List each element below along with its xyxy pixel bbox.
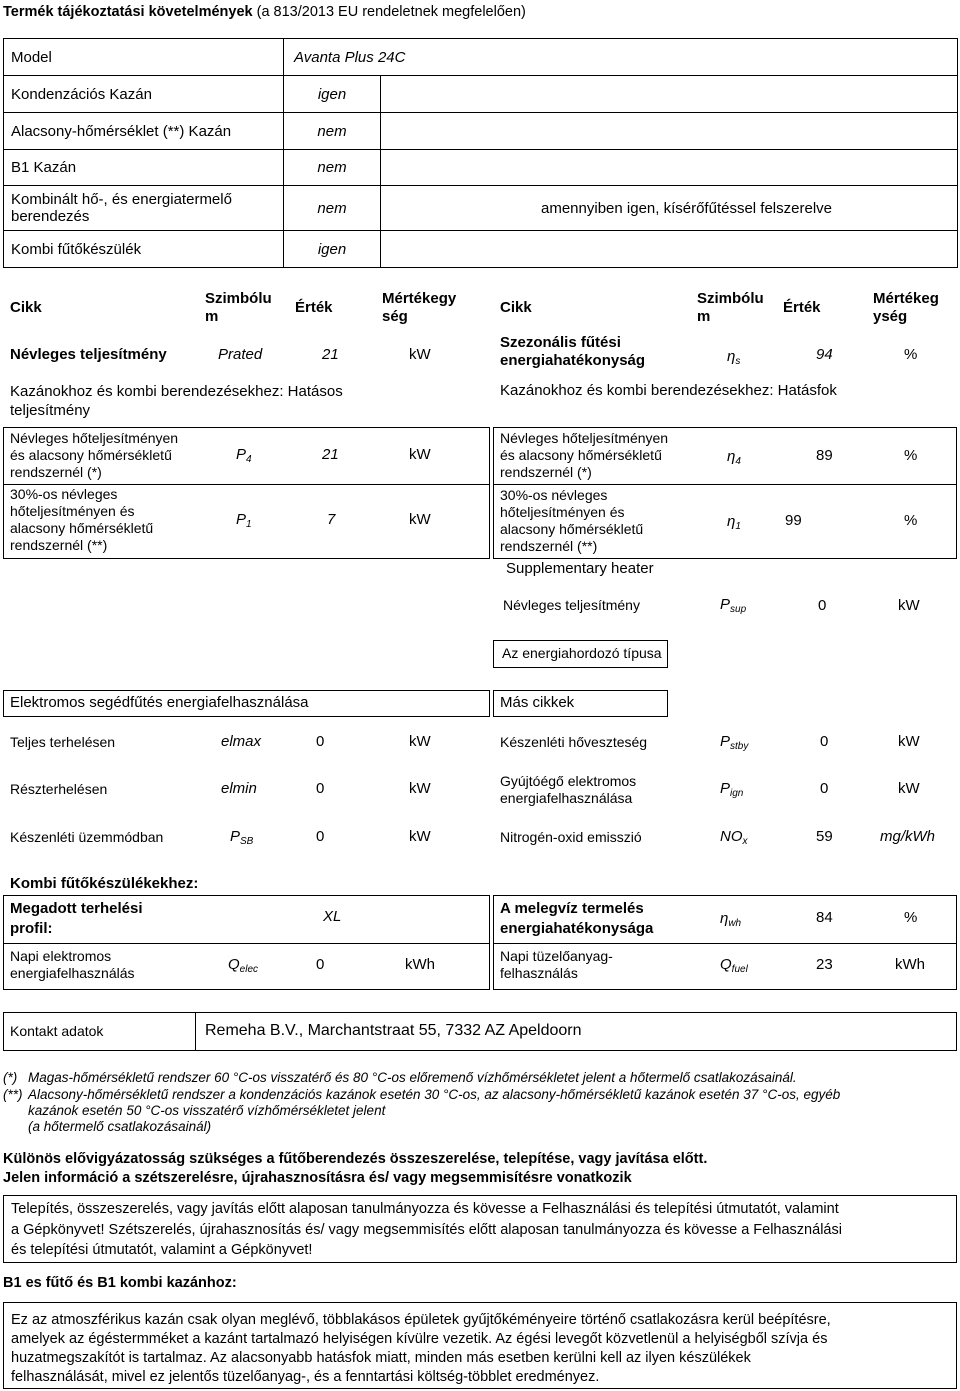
label-line: hőteljesítményen és: [10, 503, 135, 519]
other-row-unit: mg/kWh: [880, 828, 936, 845]
label-line: Megadott terhelési: [10, 900, 143, 917]
spec-row: [4, 113, 958, 150]
label-line: és alacsony hőmérsékletű: [500, 447, 662, 463]
label-line: Alacsony-hőmérséklet (**) Kazán: [11, 122, 232, 140]
symbol-base: P: [720, 596, 731, 613]
symbol-base: Q: [228, 956, 240, 973]
aux-row-label: Teljes terhelésen: [10, 734, 116, 750]
symbol-base: Prated: [218, 346, 263, 363]
spec-label: [4, 39, 284, 76]
other-row-unit: kW: [898, 733, 920, 750]
symbol-sub: 4: [246, 454, 252, 465]
symbol-base: η: [727, 348, 736, 365]
label-line: energiahatékonyság: [500, 352, 646, 369]
efficiency-row-unit: %: [904, 447, 918, 464]
label-line: energiafelhasználás: [10, 965, 135, 981]
aux-row-value: 0: [316, 780, 325, 797]
spec-note: [381, 150, 958, 186]
symbol-base: elmax: [221, 733, 262, 750]
label-line: Szimbólu: [205, 290, 272, 307]
row-divider: [3, 484, 490, 485]
symbol-sub: stby: [730, 741, 749, 752]
label-line: Gyújtóégő elektromos: [500, 773, 637, 789]
symbol-base: P: [720, 780, 731, 797]
symbol-sub: elec: [239, 964, 259, 975]
symbol-sub: ign: [730, 788, 744, 799]
label-line: Mértékeg: [873, 290, 939, 307]
paragraph-line: Ez az atmoszférikus kazán csak olyan meglévő, többlakásos épületek gyűjtőkéményeire történő csatlakozásra kerül beépítésre,: [11, 1312, 831, 1328]
aux-row-value: 0: [316, 733, 325, 750]
label-line: ség: [382, 308, 408, 325]
label-line: m: [205, 308, 219, 325]
left-header-item: Cikk: [10, 299, 42, 316]
label-line: rendszernél (**): [10, 537, 108, 553]
daily-elec-label: [10, 948, 135, 982]
rated-output-symbol: [218, 346, 262, 364]
footnote-mark: (*): [3, 1070, 18, 1085]
row-divider: [493, 943, 957, 944]
label-line: Kazánokhoz és kombi berendezésekhez: Hatásos: [10, 383, 343, 400]
symbol-base: elmin: [221, 780, 257, 797]
aux-row-label: Készenléti üzemmódban: [10, 829, 164, 845]
aux-row-symbol: [230, 828, 253, 846]
symbol-sub: 4: [735, 456, 741, 467]
label-line: kazánok esetén 50 °C-os visszatérő vízhőmérsékletet jelent: [28, 1103, 386, 1118]
rated-output-unit: kW: [409, 346, 431, 363]
symbol-sub: SB: [240, 836, 254, 847]
label-line: Készenléti hőveszteség: [500, 734, 648, 750]
output-row-unit: kW: [409, 511, 431, 528]
seasonal-efficiency-unit: %: [904, 346, 918, 363]
daily-elec-unit: kWh: [405, 956, 435, 973]
supplementary-heater-heading: Supplementary heater: [506, 560, 654, 577]
other-row-symbol: [720, 733, 748, 751]
water-heating-efficiency-unit: %: [904, 909, 918, 926]
spec-note: [381, 113, 958, 150]
supplementary-output-label: Névleges teljesítmény: [503, 597, 640, 613]
useful-output-heading: [10, 382, 343, 420]
other-heading: Más cikkek: [500, 694, 575, 711]
label-line: m: [697, 308, 711, 325]
efficiency-row-symbol: [727, 448, 741, 466]
label-line: Szezonális fűtési: [500, 334, 621, 351]
output-row-symbol: [236, 511, 252, 529]
other-row-value: 59: [816, 828, 833, 845]
energy-input-type-label: Az energiahordozó típusa: [502, 645, 662, 661]
symbol-base: P: [236, 511, 247, 528]
aux-row-value: 0: [316, 828, 325, 845]
title-regulation: (a 813/2013 EU rendeletnek megfelelően): [256, 4, 526, 20]
left-header-unit: [382, 290, 456, 326]
label-line: Kondenzációs Kazán: [11, 85, 152, 103]
output-row-label: [10, 430, 178, 481]
efficiency-row-symbol: [727, 513, 741, 531]
paragraph-line: a Gépkönyvet! Szétszerelés, újrahasznosítás és/ vagy megsemmisítés előtt alaposan tanulmányozza és kövesse a Felhasználási: [11, 1222, 842, 1238]
other-row-unit: kW: [898, 780, 920, 797]
other-row-value: 0: [820, 780, 829, 797]
spec-value: Avanta Plus 24C: [284, 39, 958, 76]
safety-notice: [3, 1150, 707, 1188]
label-line: A melegvíz termelés: [500, 900, 644, 917]
load-profile-value: XL: [323, 908, 342, 925]
supplementary-output-value: 0: [818, 597, 827, 614]
symbol-base: η: [720, 910, 729, 927]
other-row-symbol: [720, 780, 743, 798]
footnote-text: Magas-hőmérsékletű rendszer 60 °C-os visszatérő és 80 °C-os előremenő vízhőmérsékletet jelent a hőtermelő csatlakozásainál.: [28, 1070, 797, 1085]
row-divider: [3, 943, 490, 944]
efficiency-row-label: [500, 430, 668, 481]
right-header-symbol: [697, 290, 764, 326]
footnote-text: [28, 1087, 840, 1135]
spec-note: [381, 231, 958, 268]
label-line: és alacsony hőmérsékletű: [10, 447, 172, 463]
spec-label: [4, 113, 284, 150]
label-line: rendszernél (**): [500, 538, 598, 554]
page-title: [3, 3, 526, 21]
b1-notice-box: [3, 1302, 957, 1389]
label-line: alacsony hőmérsékletű: [10, 520, 154, 536]
water-heating-efficiency-symbol: [720, 910, 741, 928]
right-header-value: Érték: [783, 299, 821, 316]
label-line: profil:: [10, 920, 53, 937]
output-row-value: 7: [327, 511, 336, 528]
symbol-base: P: [720, 733, 731, 750]
spec-label: [4, 76, 284, 113]
label-line: berendezés: [11, 208, 90, 225]
rated-output-value: 21: [322, 346, 339, 363]
paragraph-line: Telepítés, összeszerelés, vagy javítás előtt alaposan tanulmányozza és kövesse a Felhasználási és telepítési útmutatót, valamint: [11, 1201, 839, 1217]
daily-fuel-unit: kWh: [895, 956, 925, 973]
output-row-label: [10, 486, 153, 554]
symbol-sub: wh: [728, 918, 742, 929]
spec-row: [4, 186, 958, 231]
spec-row: [4, 231, 958, 268]
symbol-sub: fuel: [731, 964, 748, 975]
footnote-mark: (**): [3, 1087, 23, 1102]
symbol-sub: x: [742, 836, 748, 847]
label-line: Mértékegy: [382, 290, 457, 307]
label-line: energiafelhasználása: [500, 790, 633, 806]
efficiency-row-value: 89: [816, 447, 833, 464]
left-header-symbol: [205, 290, 272, 326]
load-profile-label: [10, 899, 143, 939]
label-line: Kombi fűtőkészülék: [11, 240, 142, 258]
title-bold: Termék tájékoztatási követelmények: [3, 4, 253, 20]
label-line: ység: [873, 308, 908, 325]
symbol-base: Q: [720, 956, 732, 973]
row-divider: [493, 484, 957, 485]
aux-row-symbol: [221, 733, 261, 751]
efficiency-row-label: [500, 487, 643, 555]
spec-value: igen: [284, 76, 381, 113]
seasonal-efficiency-label: [500, 334, 645, 370]
spec-row: [4, 39, 958, 76]
contact-label: Kontakt adatok: [10, 1023, 104, 1039]
other-row-symbol: [720, 828, 748, 846]
symbol-base: η: [727, 448, 736, 465]
other-row-value: 0: [820, 733, 829, 750]
symbol-base: P: [230, 828, 241, 845]
paragraph-line: felhasználását, mivel ez jelentős tüzelőanyag-, és a fenntartási költség-többlet eredményez.: [11, 1369, 600, 1385]
label-line: Különös elővigyázatosság szükséges a fűtőberendezés összeszerelése, telepítése, vagy javítása előtt.: [3, 1151, 708, 1167]
daily-elec-symbol: [228, 956, 258, 974]
spec-note: amennyiben igen, kísérőfűtéssel felszerelve: [381, 186, 958, 231]
spec-row: [4, 150, 958, 186]
spec-value: nem: [284, 186, 381, 231]
label-line: Nitrogén-oxid emisszió: [500, 829, 642, 845]
label-line: Névleges hőteljesítményen: [10, 430, 179, 446]
spec-value: nem: [284, 150, 381, 186]
instructions-box: [3, 1195, 957, 1263]
label-line: Napi tüzelőanyag-: [500, 948, 613, 964]
output-row-symbol: [236, 446, 252, 464]
spec-value: igen: [284, 231, 381, 268]
symbol-base: NO: [720, 828, 743, 845]
label-line: Szimbólu: [697, 290, 764, 307]
spec-label: [4, 150, 284, 186]
label-line: 30%-os névleges: [10, 486, 118, 502]
efficiency-row-value: 99: [785, 512, 802, 529]
spec-label: [4, 231, 284, 268]
water-heating-efficiency-label: [500, 899, 653, 939]
water-heating-efficiency-value: 84: [816, 909, 833, 926]
label-line: (a hőtermelő csatlakozásainál): [28, 1119, 212, 1134]
efficiency-heading: Kazánokhoz és kombi berendezésekhez: Hatásfok: [500, 382, 837, 399]
other-row-label: [500, 773, 636, 807]
output-row-unit: kW: [409, 446, 431, 463]
label-line: hőteljesítményen és: [500, 504, 625, 520]
paragraph-line: amelyek az égéstermméket a kazánt tartalmazó helyiségen kívülre vezetik. Az égési levegőt közvetlenül a helyiségből szívja és: [11, 1331, 828, 1347]
seasonal-efficiency-symbol: [727, 348, 740, 366]
symbol-sub: s: [735, 356, 741, 367]
spec-row: [4, 76, 958, 113]
right-header-unit: [873, 290, 939, 326]
spec-note: [381, 76, 958, 113]
contact-address: Remeha B.V., Marchantstraat 55, 7332 AZ Apeldoorn: [205, 1022, 582, 1039]
label-line: 30%-os névleges: [500, 487, 608, 503]
right-header-item: Cikk: [500, 299, 532, 316]
daily-fuel-label: [500, 948, 613, 982]
paragraph-line: és telepítési útmutatót, valamint a Gépkönyvet!: [11, 1242, 313, 1258]
combi-heading: Kombi fűtőkészülékekhez:: [10, 875, 199, 892]
symbol-sub: sup: [730, 604, 747, 615]
supplementary-output-unit: kW: [898, 597, 920, 614]
symbol-base: η: [727, 513, 736, 530]
b1-heading: B1 es fűtő és B1 kombi kazánhoz:: [3, 1275, 237, 1291]
label-line: Alacsony-hőmérsékletű rendszer a kondenzációs kazánok esetén 30 °C-os, az alacsony-hőmérsékletű kazánok esetén 37 °C-os, egyéb: [28, 1087, 841, 1102]
rated-output-label: Névleges teljesítmény: [10, 346, 167, 363]
label-line: energiahatékonysága: [500, 920, 654, 937]
daily-fuel-symbol: [720, 956, 748, 974]
other-row-label: [500, 734, 647, 751]
left-header-value: Érték: [295, 299, 333, 316]
aux-row-label: Részterhelésen: [10, 781, 108, 797]
label-line: teljesítmény: [10, 402, 91, 419]
paragraph-line: huzatmegszakítót is tartalmaz. Az alacsonyabb hatásfok miatt, minden más esetben kerülni kell az ilyen készülékek: [11, 1350, 751, 1366]
label-line: rendszernél (*): [10, 464, 102, 480]
symbol-base: P: [236, 446, 247, 463]
aux-heading: Elektromos segédfűtés energiafelhasználása: [10, 694, 309, 711]
label-line: Napi elektromos: [10, 948, 112, 964]
symbol-sub: 1: [735, 521, 741, 532]
label-line: Névleges hőteljesítményen: [500, 430, 669, 446]
output-row-value: 21: [322, 446, 339, 463]
label-line: rendszernél (*): [500, 464, 592, 480]
label-line: Model: [11, 48, 52, 66]
other-row-label: [500, 829, 642, 846]
symbol-sub: 1: [246, 519, 252, 530]
spec-label: [4, 186, 284, 231]
label-line: alacsony hőmérsékletű: [500, 521, 644, 537]
aux-row-symbol: [221, 780, 257, 798]
seasonal-efficiency-value: 94: [816, 346, 833, 363]
efficiency-row-unit: %: [904, 512, 918, 529]
label-line: B1 Kazán: [11, 159, 77, 176]
spec-value: nem: [284, 113, 381, 150]
aux-row-unit: kW: [409, 733, 431, 750]
label-line: Jelen információ a szétszerelésre, újrahasznosításra és/ vagy megsemmisítésre vonatkozik: [3, 1170, 632, 1186]
label-line: felhasználás: [500, 965, 578, 981]
daily-elec-value: 0: [316, 956, 325, 973]
supplementary-output-symbol: [720, 596, 746, 614]
label-line: Kombinált hő-, és energiatermelő: [11, 191, 232, 208]
daily-fuel-value: 23: [816, 956, 833, 973]
aux-row-unit: kW: [409, 780, 431, 797]
spec-table: [3, 38, 958, 268]
aux-row-unit: kW: [409, 828, 431, 845]
